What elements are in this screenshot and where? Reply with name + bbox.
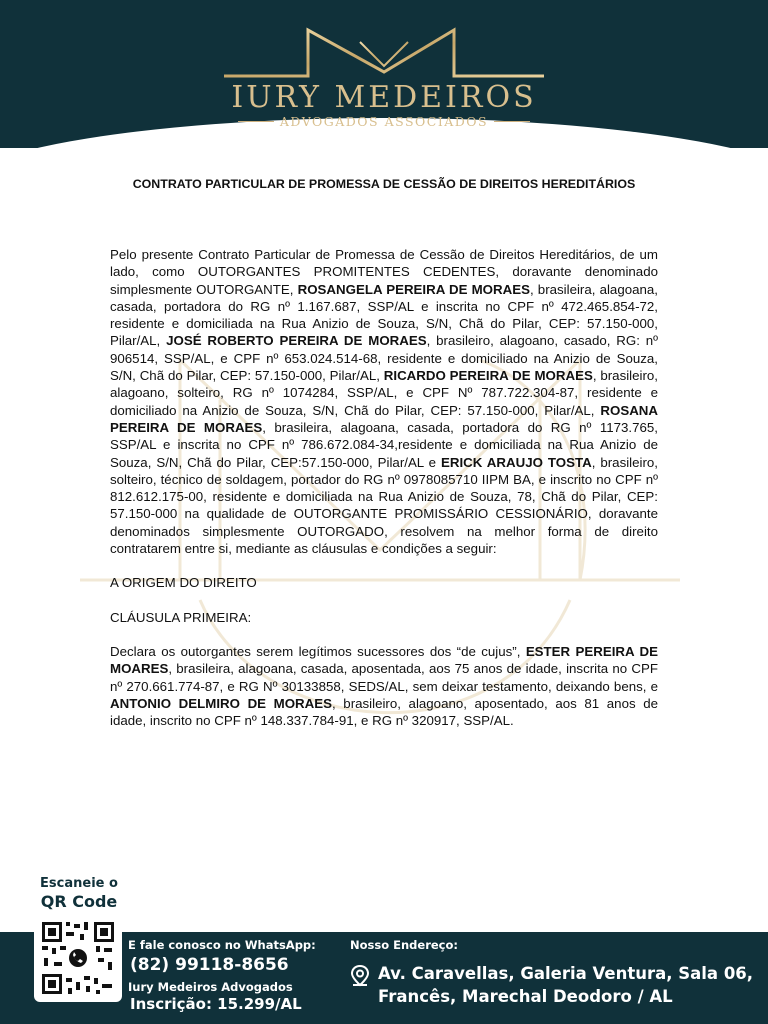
qr-caption-line-2: QR Code — [40, 892, 118, 911]
monogram-m-logo — [224, 22, 544, 86]
brand-subtitle: ADVOGADOS ASSOCIADOS — [279, 113, 489, 129]
intro-paragraph — [110, 246, 658, 557]
phone-number[interactable]: (82) 99118-8656 — [130, 955, 289, 975]
text-run: Declara os outorgantes serem legítimos sucessores dos “de cujus”, — [110, 643, 526, 659]
text-run: , brasileiro, alagoano, casado, RG: nº 906514, SSP/AL, e CPF nº 653.024.514-68, residente e domiciliado na Anizio de Souza, S/N, Chã do Pilar, CEP: 57.150-000, Pilar/AL, — [110, 333, 658, 384]
registration-number: Inscrição: 15.299/AL — [130, 995, 302, 1013]
brand-subtitle-row — [238, 112, 530, 130]
qr-caption — [34, 876, 124, 912]
party-name: ROSANA PEREIRA DE MORAES — [110, 402, 658, 435]
address-line-1: Av. Caravellas, Galeria Ventura, Sala 06, — [378, 964, 754, 983]
map-pin-icon — [350, 965, 370, 987]
divider — [494, 121, 530, 122]
firm-name: Iury Medeiros Advogados — [128, 980, 293, 994]
clause-heading: CLÁUSULA PRIMEIRA: — [110, 609, 252, 625]
party-name: RICARDO PEREIRA DE MORAES — [383, 368, 593, 384]
text-run: , brasileira, alagoana, casada, portadora do RG nº 1173.765, SSP/AL e inscrita no CPF nº 786.672.084-34,residente e domiciliada na Rua Anizio de Souza, S/N, Chã do Pilar, CEP:57.150-000, Pilar/AL e — [110, 419, 658, 470]
divider — [238, 121, 274, 122]
text-run: Pelo presente Contrato Particular de Promessa de Cessão de Direitos Hereditários, de um lado, como OUTORGANTES PROMITENTES CEDENTES, doravante denominado simplesmente OUTORGANTE, — [110, 247, 658, 297]
document-title: CONTRATO PARTICULAR DE PROMESSA DE CESSÃO DE DIREITOS HEREDITÁRIOS — [132, 177, 636, 191]
party-name: ERICK ARAUJO TOSTA — [440, 454, 592, 470]
party-name: ANTONIO DELMIRO DE MORAES — [110, 695, 333, 711]
qr-code-icon — [40, 920, 116, 996]
clause-one-paragraph — [110, 643, 658, 729]
text-run: , brasileiro, alagoano, solteiro, RG nº 1074284, SSP/AL, e CPF Nº 787.722.304-87, residente e domiciliado na Anizio de Souza, S/N, Chã do Pilar, CEP: 57.150-000, Pilar/AL, — [110, 368, 658, 418]
qr-code[interactable] — [34, 914, 122, 1002]
text-run: , brasileira, alagoana, casada, portadora do RG nº 1.167.687, SSP/AL e inscrita no CPF nº 472.465.854-72, residente e domiciliada na Rua Anizio de Souza, S/N, Chã do Pilar, CEP: 57.150-000, Pilar/AL, — [110, 281, 658, 349]
text-run: , brasileiro, alagoano, aposentado, aos 81 anos de idade, inscrito no CPF nº 148.337.784-91, e RG nº 320917, SSP/AL. — [110, 695, 658, 729]
party-name: ESTER PEREIRA DE MOARES — [110, 643, 659, 677]
section-heading: A ORIGEM DO DIREITO — [110, 575, 257, 591]
brand-name: IURY MEDEIROS — [231, 80, 537, 115]
text-run: , brasileiro, solteiro, técnico de soldagem, portador do RG nº 0978085710 IIPM BA, e inscrito no CPF nº 812.612.175-00, residente e domiciliada na Rua Anizio de Souza, 78, Chã do Pilar, CEP: 57.150-000 na qualidade de OUTORGANTE PROMISSÁRIO CESSIONÁRIO, doravante denominados simplesmente OUTORGADO, resolvem na melhor forma de direito contratarem entre si, mediante as cláusulas e condições a seguir: — [110, 454, 658, 557]
party-name: ROSANGELA PEREIRA DE MORAES — [297, 281, 530, 297]
party-name: JOSÉ ROBERTO PEREIRA DE MORAES — [166, 333, 427, 349]
text-run: , brasileira, alagoana, casada, aposentada, aos 75 anos de idade, inscrita no CPF nº 270.661.774-87, e RG Nº 30133858, SEDS/AL, sem deixar testamento, deixando bens, e — [110, 661, 658, 694]
address-label: Nosso Endereço: — [350, 938, 458, 952]
qr-caption-line-1: Escaneie o — [40, 876, 118, 891]
document-body — [110, 246, 658, 729]
address-line-2: Francês, Marechal Deodoro / AL — [378, 987, 673, 1006]
whatsapp-label: E fale conosco no WhatsApp: — [128, 938, 316, 952]
